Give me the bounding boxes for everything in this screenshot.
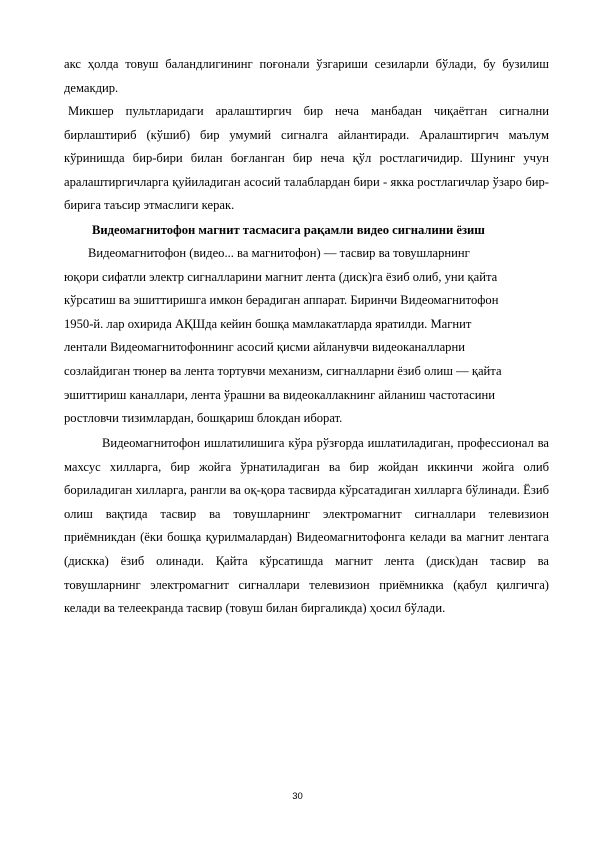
vcr-definition-line: ростловчи тизимлардан, бошқариш блокдан иборат.	[64, 411, 343, 426]
vcr-definition-line: эшиттириш каналлари, лента ўрашни ва видеокаллакнинг айланиш частотасини	[64, 387, 495, 402]
paragraph-vcr-definition	[64, 242, 549, 431]
paragraph-vcr-types: Видеомагнитофон ишлатилишига кўра рўзғорда ишлатиладиган, профессионал ва махсус хилларга, бир жойга ўрнатиладиган ва бир жойдан иккинчи жойга олиб бориладиган хилларга, рангли ва оқ-қора тасвирда кўрсатадиган хилларга бўлинади. Ёзиб олиш вақтида тасвир ва товушларнинг электромагнит сигналлари телевизион приёмникдан (ёки бошқа қурилмалардан) Видеомагнитофонга келади ва магнит лентага (дискка) ёзиб олинади. Қайта кўрсатишда магнит лента (диск)дан тасвир ва товушларнинг электромагнит сигналлари телевизион приёмникка (қабул қилгичга) келади ва телеекранда тасвир (товуш билан биргаликда) ҳосил бўлади.	[64, 436, 549, 616]
page-number: 30	[292, 791, 303, 802]
paragraph-distortion: акс ҳолда товуш баландлигининг поғонали ўзгариши сезиларли бўлади, бу бузилиш демакдир.	[64, 57, 549, 95]
vcr-definition-line: 1950-й. лар охирида АҚШда кейин бошқа мамлакатларда яратилди. Магнит	[64, 316, 472, 331]
paragraph-mixer: Микшер пультларидаги аралаштиргич бир неча манбадан чиқаётган сигнални бирлаштириб (кўшиб) бир умумий сигналга айлантиради. Аралаштиргич маълум кўринишда бир-бири билан боғланган бир неча қўл ростлагичидир. Шунинг учун аралаштиргичларга қуйиладиган асосий талаблардан бири - якка ростлагичлар ўзаро бир-бирига таъсир этмаслиги керак.	[64, 104, 549, 213]
section-heading: Видеомагнитофон магнит тасмасига рақамли видео сигналини ёзиш	[92, 223, 485, 237]
vcr-definition-line: лентали Видеомагнитофоннинг асосий қисми айланувчи видеоканалларни	[64, 340, 465, 355]
vcr-definition-line: Видеомагнитофон (видео... ва магнитофон) — тасвир ва товушларнинг	[88, 246, 470, 260]
vcr-definition-line: кўрсатиш ва эшиттиришга имкон берадиган аппарат. Биринчи Видеомагнитофон	[64, 293, 499, 308]
vcr-definition-line: созлайдиган тюнер ва лента тортувчи механизм, сигналларни ёзиб олиш — қайта	[64, 363, 502, 378]
vcr-definition-line: юқори сифатли электр сигналларини магнит лента (диск)га ёзиб олиб, уни қайта	[64, 269, 498, 284]
